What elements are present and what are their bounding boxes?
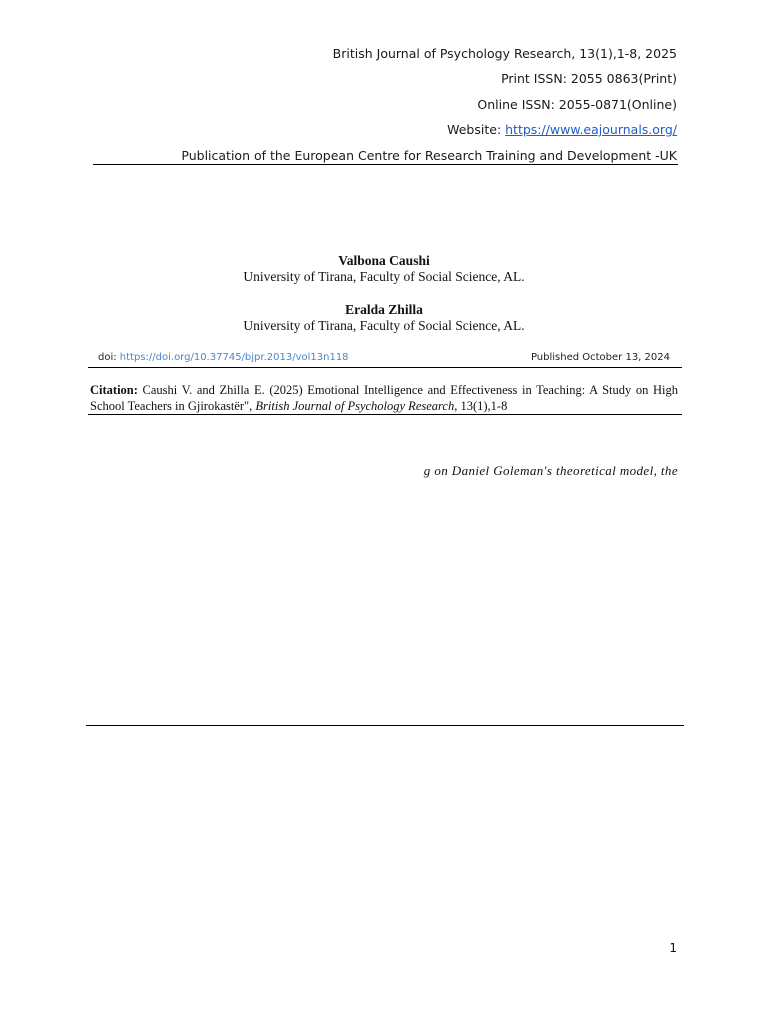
citation-block [90, 383, 678, 414]
doi-label: doi: [98, 352, 120, 363]
citation-text: Caushi V. and Zhilla E. (2025) Emotional Intelligence and Effectiveness in Teaching: A Study on High School Teachers in Gjirokastër", [90, 383, 678, 413]
abstract-fragment: g on Daniel Goleman's theoretical model, the [423, 463, 678, 478]
website-link[interactable]: https://www.eajournals.org/ [505, 122, 677, 137]
website-label: Website: [447, 122, 506, 137]
published-date: Published October 13, 2024 [530, 352, 670, 363]
print-issn: Print ISSN: 2055 0863(Print) [501, 71, 677, 86]
header-divider [93, 164, 678, 165]
citation-journal: British Journal of Psychology Research [255, 398, 455, 413]
author-name: Eralda Zhilla [345, 302, 423, 317]
citation-divider [88, 414, 682, 415]
doi-divider [88, 367, 682, 368]
online-issn: Online ISSN: 2055-0871(Online) [477, 97, 677, 112]
doi-link[interactable]: https://doi.org/10.37745/bjpr.2013/vol13n118 [119, 352, 349, 363]
doi-row [98, 352, 670, 363]
citation-label: Citation: [90, 383, 138, 397]
publisher-line: Publication of the European Centre for Research Training and Development -UK [181, 148, 677, 163]
author-name: Valbona Caushi [338, 253, 430, 268]
author-affiliation: University of Tirana, Faculty of Social Science, AL. [243, 318, 525, 333]
website-line [447, 122, 677, 137]
page-number: 1 [669, 941, 677, 955]
citation-suffix: , 13(1),1-8 [454, 398, 508, 413]
author-affiliation: University of Tirana, Faculty of Social Science, AL. [243, 269, 525, 284]
journal-line: British Journal of Psychology Research, 13(1),1-8, 2025 [332, 46, 677, 61]
section-divider [86, 725, 684, 726]
